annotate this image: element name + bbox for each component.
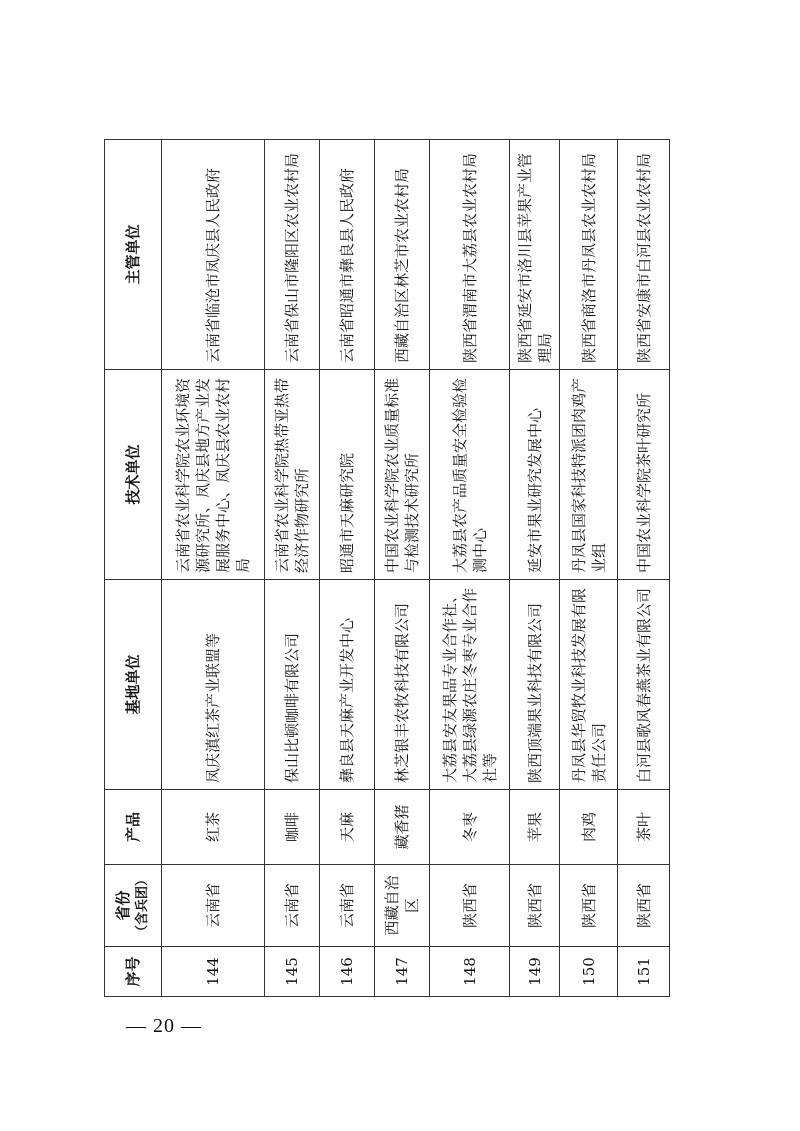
cell-tech-unit: 中国农业科学院农业质量标准与检测技术研究所 [375,370,430,580]
header-province-label: 省份 [114,890,132,921]
cell-supervisor: 云南省保山市隆阳区农业农村局 [265,140,320,370]
cell-tech-unit: 大荔县农产品质量安全检验检测中心 [430,370,510,580]
header-province [105,865,162,947]
cell-supervisor: 陕西省商洛市丹凤县农业农村局 [560,140,618,370]
cell-base-unit: 大荔县安友果品专业合作社、大荔县绿源农庄冬枣专业合作社等 [430,580,510,790]
cell-seq: 145 [265,947,320,997]
base-table [104,139,670,997]
header-supervisor: 主管单位 [105,140,162,370]
cell-supervisor: 陕西省渭南市大荔县农业农村局 [430,140,510,370]
cell-province: 云南省 [265,865,320,947]
cell-province: 云南省 [320,865,375,947]
cell-product: 冬枣 [430,790,510,865]
table-row [320,140,375,997]
table-header-row [105,140,162,997]
cell-seq: 144 [162,947,265,997]
cell-tech-unit: 中国农业科学院茶叶研究所 [618,370,670,580]
page-number: — 20 — [126,1015,202,1037]
cell-seq: 146 [320,947,375,997]
cell-product: 肉鸡 [560,790,618,865]
cell-base-unit: 林芝银丰农牧科技有限公司 [375,580,430,790]
header-province-sub: （含兵团） [135,873,150,939]
table-row [162,140,265,997]
cell-province: 云南省 [162,865,265,947]
cell-seq: 150 [560,947,618,997]
cell-product: 苹果 [510,790,560,865]
cell-supervisor: 西藏自治区林芝市农业农村局 [375,140,430,370]
cell-product: 茶叶 [618,790,670,865]
cell-seq: 147 [375,947,430,997]
cell-base-unit: 陕西顶端果业科技有限公司 [510,580,560,790]
table-row [430,140,510,997]
cell-seq: 148 [430,947,510,997]
cell-product: 天麻 [320,790,375,865]
cell-product: 咖啡 [265,790,320,865]
cell-base-unit: 彝良县天麻产业开发中心 [320,580,375,790]
table-row [510,140,560,997]
cell-seq: 149 [510,947,560,997]
cell-tech-unit: 丹凤县国家科技特派团肉鸡产业组 [560,370,618,580]
cell-tech-unit: 云南省农业科学院热带亚热带经济作物研究所 [265,370,320,580]
cell-base-unit: 保山比顿咖啡有限公司 [265,580,320,790]
cell-supervisor: 云南省昭通市彝良县人民政府 [320,140,375,370]
cell-province: 陕西省 [560,865,618,947]
header-seq: 序号 [105,947,162,997]
cell-seq: 151 [618,947,670,997]
cell-tech-unit: 延安市果业研究发展中心 [510,370,560,580]
header-base-unit: 基地单位 [105,580,162,790]
cell-province: 陕西省 [510,865,560,947]
cell-product: 红茶 [162,790,265,865]
cell-tech-unit: 昭通市天麻研究院 [320,370,375,580]
table-row [618,140,670,997]
cell-supervisor: 云南省临沧市凤庆县人民政府 [162,140,265,370]
cell-province: 陕西省 [430,865,510,947]
table-row [265,140,320,997]
header-product: 产品 [105,790,162,865]
cell-province: 西藏自治区 [375,865,430,947]
cell-supervisor: 陕西省延安市洛川县苹果产业管理局 [510,140,560,370]
cell-tech-unit: 云南省农业科学院农业环境资源研究所、凤庆县地方产业发展服务中心、凤庆县农业农村局 [162,370,265,580]
cell-province: 陕西省 [618,865,670,947]
header-tech-unit: 技术单位 [105,370,162,580]
cell-base-unit: 白河县歌风春燕茶业有限公司 [618,580,670,790]
cell-supervisor: 陕西省安康市白河县农业农村局 [618,140,670,370]
cell-base-unit: 凤庆滇红茶产业联盟等 [162,580,265,790]
rotated-table-wrapper [104,140,659,997]
table-row [560,140,618,997]
table-row [375,140,430,997]
cell-base-unit: 丹凤县华贸牧业科技发展有限责任公司 [560,580,618,790]
cell-product: 藏香猪 [375,790,430,865]
